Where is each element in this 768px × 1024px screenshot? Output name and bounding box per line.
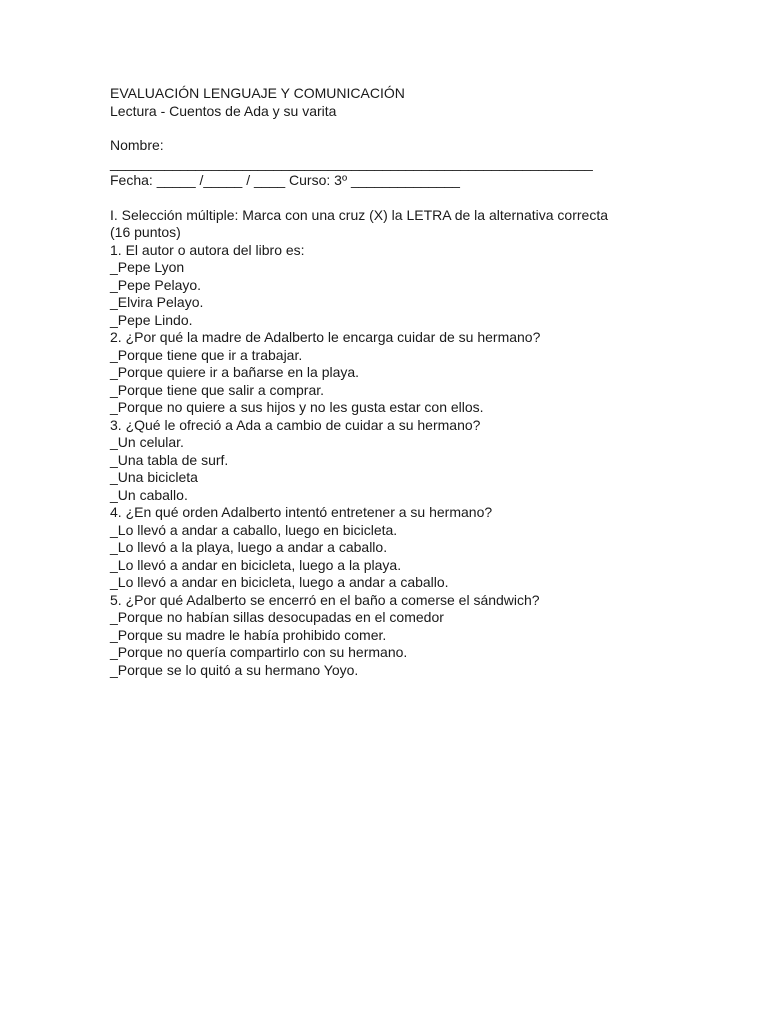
document-title: EVALUACIÓN LENGUAJE Y COMUNICACIÓN xyxy=(110,85,405,101)
option-item: _Lo llevó a andar en bicicleta, luego a la playa. xyxy=(110,556,402,573)
document-page xyxy=(110,85,750,679)
question-1 xyxy=(110,242,750,330)
question-prompt: 1. El autor o autora del libro es: xyxy=(110,241,305,258)
question-prompt: 3. ¿Qué le ofreció a Ada a cambio de cuidar a su hermano? xyxy=(110,416,481,433)
question-4 xyxy=(110,504,750,592)
option-item: _Porque no habían sillas desocupadas en el comedor xyxy=(110,609,444,625)
option-item: _Pepe Pelayo. xyxy=(110,276,202,293)
options-list xyxy=(110,347,750,417)
option-item: _Pepe Lyon xyxy=(110,259,185,275)
question-5 xyxy=(110,592,750,680)
option-item: _Lo llevó a andar en bicicleta, luego a andar a caballo. xyxy=(110,574,449,590)
name-line: ______________________________________________________________ xyxy=(110,154,593,171)
options-list xyxy=(110,609,750,679)
options-list xyxy=(110,259,750,329)
option-item: _Un caballo. xyxy=(110,486,188,503)
section-points: (16 puntos) xyxy=(110,224,181,240)
option-item: _Una tabla de surf. xyxy=(110,451,229,468)
name-label: Nombre: xyxy=(110,137,164,153)
option-item: _Porque no quería compartirlo con su hermano. xyxy=(110,644,408,660)
date-course-line: Fecha: _____ /_____ / ____ Curso: 3º ______________ xyxy=(110,172,460,188)
option-item: _Lo llevó a andar a caballo, luego en bicicleta. xyxy=(110,521,398,538)
section-instructions: I. Selección múltiple: Marca con una cruz (X) la LETRA de la alternativa correcta xyxy=(110,206,608,223)
option-item: _Lo llevó a la playa, luego a andar a caballo. xyxy=(110,539,388,555)
question-prompt: 4. ¿En qué orden Adalberto intentó entretener a su hermano? xyxy=(110,504,493,520)
option-item: _Porque quiere ir a bañarse en la playa. xyxy=(110,364,360,380)
question-prompt: 2. ¿Por qué la madre de Adalberto le encarga cuidar de su hermano? xyxy=(110,329,541,345)
option-item: _Porque su madre le había prohibido comer. xyxy=(110,626,387,643)
question-prompt: 5. ¿Por qué Adalberto se encerró en el baño a comerse el sándwich? xyxy=(110,591,540,608)
option-item: _Una bicicleta xyxy=(110,469,198,485)
option-item: _Un celular. xyxy=(110,434,184,450)
option-item: _Porque se lo quitó a su hermano Yoyo. xyxy=(110,661,359,678)
question-2 xyxy=(110,329,750,417)
question-3 xyxy=(110,417,750,505)
option-item: _Porque tiene que salir a comprar. xyxy=(110,381,325,398)
document-subtitle: Lectura - Cuentos de Ada y su varita xyxy=(110,102,337,119)
option-item: _Pepe Lindo. xyxy=(110,311,193,328)
options-list xyxy=(110,522,750,592)
option-item: _Porque tiene que ir a trabajar. xyxy=(110,346,303,363)
options-list xyxy=(110,434,750,504)
option-item: _Porque no quiere a sus hijos y no les gusta estar con ellos. xyxy=(110,399,484,415)
option-item: _Elvira Pelayo. xyxy=(110,294,204,310)
